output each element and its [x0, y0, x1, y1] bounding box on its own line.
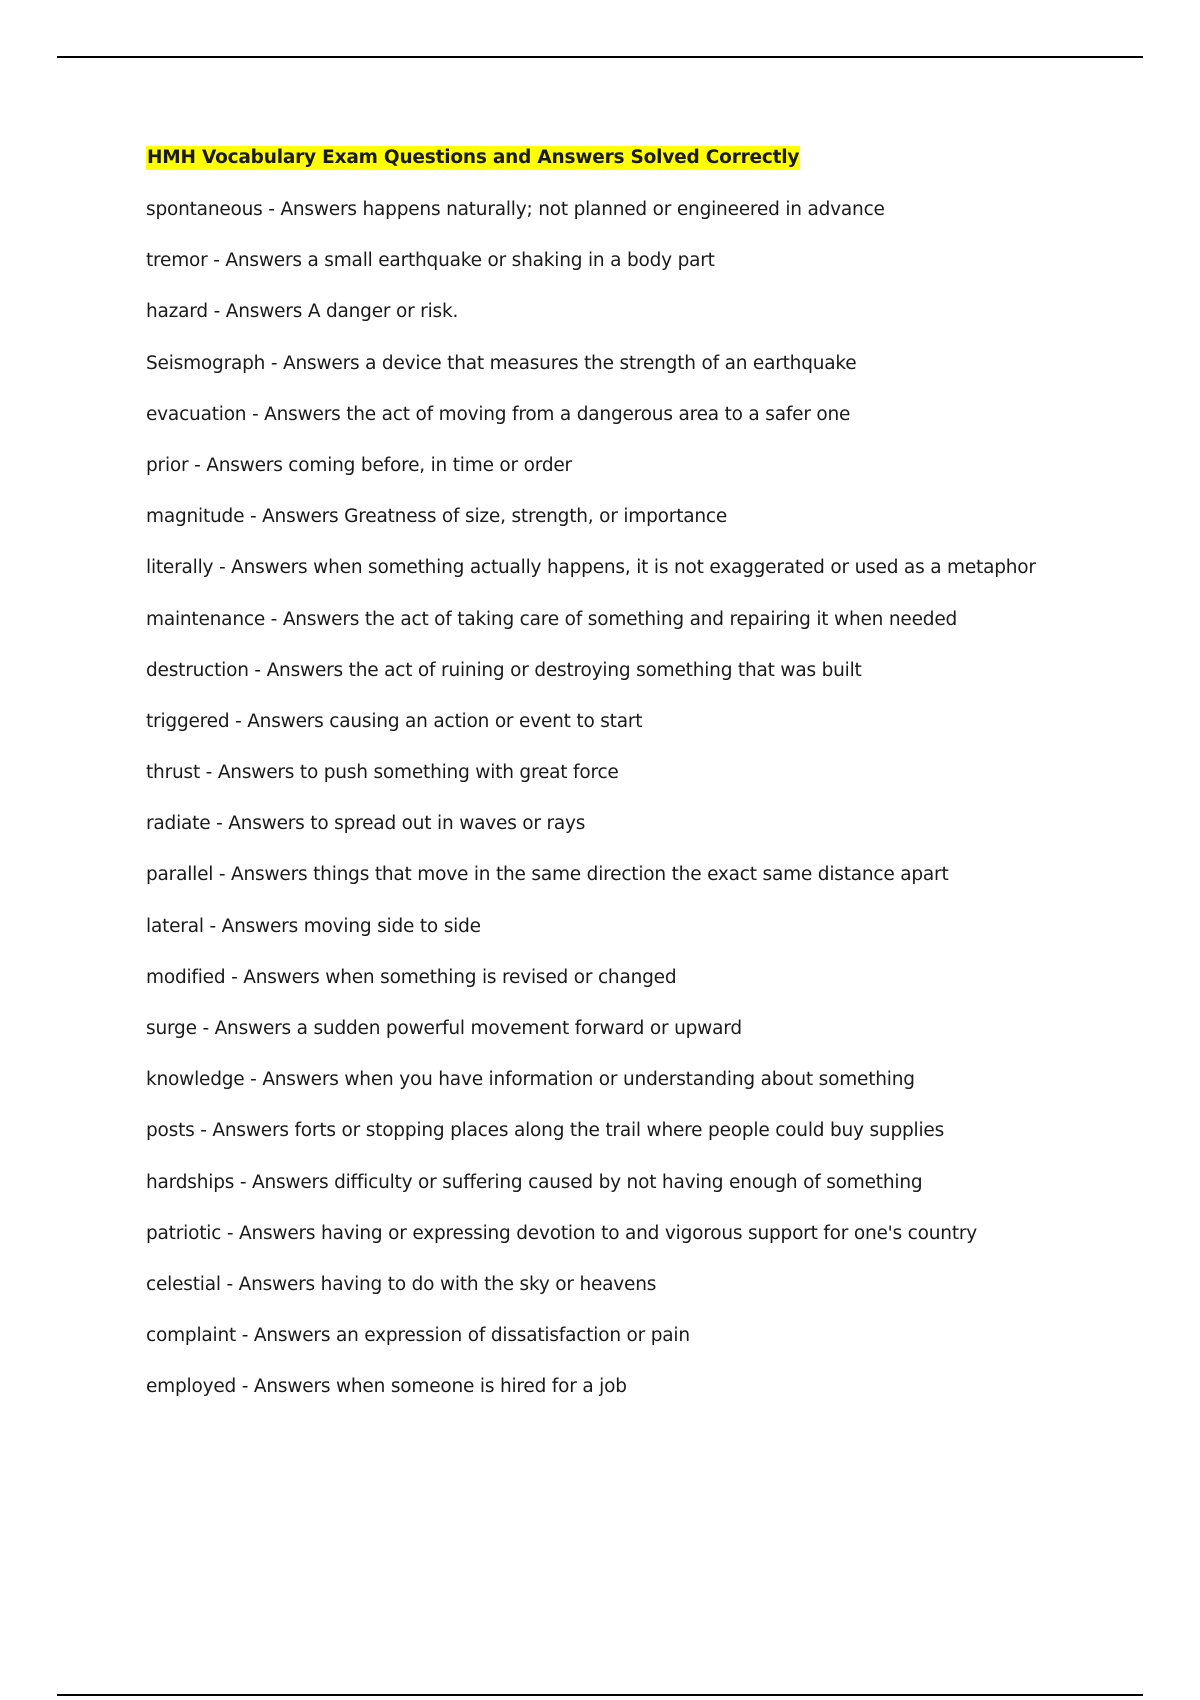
vocabulary-entry: posts - Answers forts or stopping places along the trail where people could buy supplies	[146, 1120, 945, 1142]
vocabulary-entry: surge - Answers a sudden powerful movement forward or upward	[146, 1018, 742, 1039]
vocabulary-entry: patriotic - Answers having or expressing devotion to and vigorous support for one's country	[146, 1222, 978, 1244]
vocabulary-entry: thrust - Answers to push something with great force	[146, 762, 619, 784]
vocabulary-entry: magnitude - Answers Greatness of size, strength, or importance	[146, 506, 728, 528]
footer-rule	[57, 1694, 1143, 1696]
vocabulary-list	[146, 198, 1096, 1399]
vocabulary-entry: complaint - Answers an expression of dissatisfaction or pain	[146, 1325, 690, 1347]
vocabulary-entry: parallel - Answers things that move in the same direction the exact same distance apart	[146, 864, 949, 886]
vocabulary-entry: hardships - Answers difficulty or suffering caused by not having enough of something	[146, 1171, 923, 1193]
document-title: HMH Vocabulary Exam Questions and Answers Solved Correctly	[147, 147, 800, 168]
vocabulary-entry: evacuation - Answers the act of moving from a dangerous area to a safer one	[146, 403, 851, 425]
document-body	[146, 146, 1096, 1399]
vocabulary-entry: radiate - Answers to spread out in waves or rays	[146, 813, 586, 835]
vocabulary-entry: lateral - Answers moving side to side	[146, 915, 481, 937]
vocabulary-entry: triggered - Answers causing an action or event to start	[146, 710, 643, 732]
vocabulary-entry: spontaneous - Answers happens naturally; not planned or engineered in advance	[146, 199, 885, 220]
vocabulary-entry: Seismograph - Answers a device that measures the strength of an earthquake	[146, 352, 857, 374]
vocabulary-entry: maintenance - Answers the act of taking care of something and repairing it when needed	[146, 608, 958, 630]
vocabulary-entry: destruction - Answers the act of ruining or destroying something that was built	[146, 659, 862, 681]
vocabulary-entry: modified - Answers when something is revised or changed	[146, 966, 677, 988]
vocabulary-entry: celestial - Answers having to do with the sky or heavens	[146, 1273, 657, 1295]
vocabulary-entry: hazard - Answers A danger or risk.	[146, 301, 459, 323]
vocabulary-entry: literally - Answers when something actually happens, it is not exaggerated or used as a metaphor	[146, 557, 1036, 579]
vocabulary-entry: prior - Answers coming before, in time or order	[146, 454, 572, 476]
vocabulary-entry: knowledge - Answers when you have information or understanding about something	[146, 1069, 915, 1091]
vocabulary-entry: tremor - Answers a small earthquake or shaking in a body part	[146, 250, 715, 272]
vocabulary-entry: employed - Answers when someone is hired for a job	[146, 1376, 627, 1398]
header-rule	[57, 56, 1143, 58]
